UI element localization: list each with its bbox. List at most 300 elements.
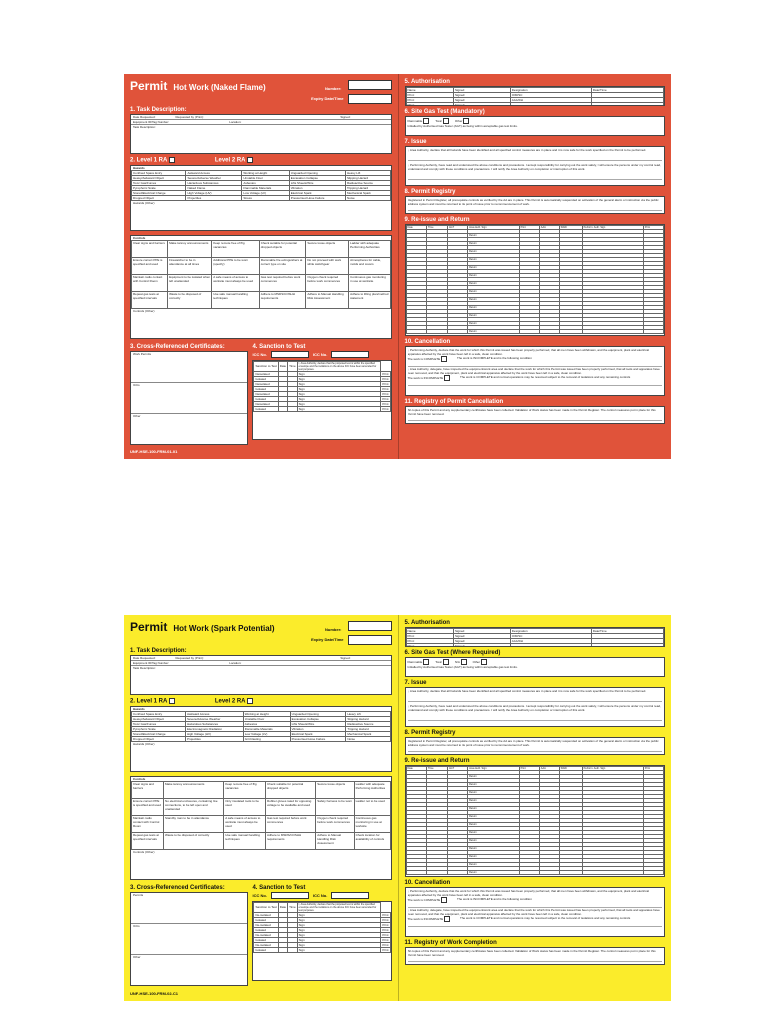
section-sanction-to-test: 4. Sanction to Test	[252, 884, 306, 891]
reissue-return-cell[interactable]: Return	[468, 298, 520, 302]
sanction-sign-cell[interactable]: Sign	[297, 386, 381, 391]
hazard-item[interactable]: Electrical Spark	[289, 190, 345, 195]
hazard-item[interactable]: Toxic Gas/Fumes	[132, 721, 186, 726]
control-item[interactable]: Clear signs and barriers	[132, 240, 168, 257]
gas-option[interactable]: Other	[455, 119, 469, 123]
authorisation-cell[interactable]: Print:	[406, 639, 453, 644]
authorisation-cell[interactable]: Signed:	[453, 634, 510, 639]
expiry-field[interactable]	[348, 94, 392, 104]
section-cross-referenced: 3. Cross-Referenced Certificates:	[130, 884, 225, 891]
sanction-column	[252, 341, 391, 445]
authorisation-cell[interactable]: Print:	[406, 634, 453, 639]
sanction-print-cell[interactable]: Print	[382, 401, 389, 406]
authorisation-cell[interactable]: OIM/SC	[510, 634, 591, 639]
hazard-item[interactable]: Projectiles	[185, 736, 243, 741]
reissue-return-cell[interactable]: Return	[468, 799, 520, 803]
complete-checkbox[interactable]	[441, 897, 447, 903]
sanction-print-cell[interactable]: Print	[382, 942, 389, 947]
control-item[interactable]: Do not proceed with work while switchgear	[306, 257, 349, 274]
gas-option[interactable]: Flammable	[408, 660, 430, 664]
control-item[interactable]: Keep remote free of ffig vacancies	[212, 240, 259, 257]
gas-test-panel	[405, 657, 666, 677]
hazard-item[interactable]: Unguarded Opening	[289, 170, 345, 175]
registry-cancel-text: All copies of this Permit and any supplementary certificates have been collected. Validation of Work status has been made in the Permit Register. The control measures put in place for this Permit have been removed.	[407, 408, 656, 416]
hazard-item[interactable]: Excavation Collapse	[290, 716, 346, 721]
reissue-col-header: AGT	[447, 767, 467, 771]
control-item[interactable]: Make tannoy announcements	[164, 781, 224, 798]
hazard-item[interactable]: Asbestos	[243, 721, 290, 726]
number-field[interactable]	[348, 80, 392, 90]
control-item[interactable]: Continuous gas monitoring in use at worksite	[354, 815, 390, 832]
control-item[interactable]: Secure loose objects	[306, 240, 349, 257]
reissue-return-cell[interactable]: Return	[468, 250, 520, 254]
reissue-return-cell[interactable]: Return	[468, 847, 520, 851]
reissue-return-cell[interactable]: Return	[468, 314, 520, 318]
authorisation-cell[interactable]	[510, 644, 591, 648]
authorisation-cell[interactable]: Signed:	[453, 93, 510, 98]
control-row	[132, 798, 391, 815]
hazard-item[interactable]: Pressurised Hose Failure	[290, 736, 346, 741]
authorisation-cell[interactable]: Print:	[406, 98, 453, 103]
authorisation-cell[interactable]: Print:	[406, 103, 453, 107]
cancel-incomplete: The work is INCOMPLETE and is the following condition	[457, 356, 532, 360]
control-item[interactable]: Waste to be disposed of correctly	[168, 291, 212, 308]
reissue-return-cell[interactable]: Return	[468, 242, 520, 246]
reissue-return-cell[interactable]: Return	[468, 330, 520, 334]
issue-text-1: I, Area Authority, declare that all hazards have been identified and all specified control measures are in place and it is now safe for the work specified on the Permit to be performed.	[407, 148, 647, 152]
issue-sign-line-2[interactable]	[408, 716, 663, 721]
sanction-row-label: Deisolated	[254, 391, 278, 396]
sanction-print-cell[interactable]: Print	[382, 406, 389, 411]
hazard-item[interactable]: Excavation Collapse	[289, 175, 345, 180]
sanction-date-cell[interactable]	[278, 406, 287, 411]
controls-table	[131, 240, 391, 309]
reissue-cell[interactable]	[582, 871, 643, 875]
hazard-item[interactable]: Low Voltage (LV)	[243, 731, 290, 736]
hazard-item[interactable]: Heavy/Awkward Object	[132, 716, 186, 721]
number-field[interactable]	[348, 621, 392, 631]
cancel-text-2: I, Area Authority, delegate, have inspected the equipment/work area and declare that the work for which this Permit was issued has been properly performed, that all tools and apparatus have been removed, and that the equipment, plant and electrical apparatus affected by the work have been left in a safe, clean condition.	[407, 908, 660, 916]
control-row	[132, 781, 391, 798]
control-item[interactable]: Adhere to MSDS/COSHH requirements	[265, 832, 315, 849]
xref-other: Other	[133, 954, 141, 959]
reissue-cell[interactable]	[582, 330, 643, 334]
hazard-item[interactable]: Working at Height	[243, 711, 290, 716]
reissue-return-cell[interactable]: Return	[468, 775, 520, 779]
control-item[interactable]: Gas test required before work commences	[265, 815, 315, 832]
section-site-gas-test: 6. Site Gas Test (Mandatory)	[404, 109, 485, 115]
control-item[interactable]: Clear signs and barriers	[132, 781, 164, 798]
sanction-print-cell[interactable]: Print	[382, 947, 389, 952]
hazard-item[interactable]: Mechanical Spark	[346, 731, 390, 736]
hazard-item[interactable]: Dropped Object	[132, 195, 186, 200]
reissue-return-cell[interactable]: Return	[468, 839, 520, 843]
hazard-item[interactable]: High Voltage (HV)	[186, 190, 242, 195]
hazard-item[interactable]: Lifts Sheets/Wire	[290, 721, 346, 726]
sanction-sign-cell[interactable]: Sign	[297, 927, 381, 932]
hazard-item[interactable]: Stored/Electrical Charge	[132, 190, 186, 195]
authorisation-cell[interactable]: Signed:	[453, 98, 510, 103]
hazard-item[interactable]: Slipping Hazard	[345, 175, 390, 180]
sanction-header-row	[254, 361, 390, 371]
reissue-cell[interactable]	[406, 871, 427, 875]
control-item[interactable]: Adhere to Manual Handling Risk Assessment	[316, 832, 354, 849]
control-item[interactable]: Additional PPE to be worn (specify)	[212, 257, 259, 274]
reissue-return-cell[interactable]: Return	[468, 783, 520, 787]
registry-cancel-sign-line[interactable]	[408, 416, 663, 421]
hazard-item[interactable]: Noise	[345, 195, 390, 200]
hazard-item[interactable]: Vibration	[289, 185, 345, 190]
issue-panel	[405, 687, 666, 727]
hazard-item[interactable]: Tripping Hazard	[346, 726, 390, 731]
sanction-column	[252, 882, 391, 986]
reissue-return-cell[interactable]: Return	[468, 815, 520, 819]
hazard-item[interactable]: Confined Space Entry	[132, 711, 186, 716]
reissue-cell[interactable]	[447, 871, 467, 875]
sanction-row-label: De-isolated	[254, 922, 278, 927]
control-item[interactable]: Repeat gas tests at specified intervals	[132, 832, 164, 849]
authorisation-col-header: Name	[406, 88, 453, 93]
sanction-sign-cell[interactable]: Sign	[297, 912, 381, 917]
sanction-sign-cell[interactable]: Sign	[297, 942, 381, 947]
reissue-col-header: Print	[643, 767, 663, 771]
sanction-time-cell[interactable]	[288, 947, 298, 952]
incomplete-checkbox[interactable]	[444, 375, 450, 381]
control-item[interactable]: Adhere to lifting plan/method statement	[349, 291, 390, 308]
control-item[interactable]: Check suitable for potential dropped objects	[265, 781, 315, 798]
control-item[interactable]: Repeat gas tests at specified intervals	[132, 291, 168, 308]
sanction-sign-cell[interactable]: Sign	[297, 917, 381, 922]
sanction-print-cell[interactable]: Print	[382, 381, 389, 386]
incomplete-checkbox[interactable]	[444, 916, 450, 922]
sanction-col-header: Time	[288, 902, 298, 912]
gas-option[interactable]: Flammable	[408, 119, 430, 123]
hazard-item[interactable]: Pyrophoric Scale	[132, 185, 186, 190]
hazard-item[interactable]: Low Voltage (LV)	[242, 190, 289, 195]
control-item[interactable]: Ensure correct PPE is specified and used	[132, 798, 164, 815]
sanction-row-label: De-isolated	[254, 912, 278, 917]
section-risk-assessment	[130, 157, 392, 164]
sanction-sign-cell[interactable]: Sign	[297, 376, 381, 381]
authorisation-cell[interactable]: Print:	[406, 93, 453, 98]
reissue-cell[interactable]	[447, 330, 467, 334]
sanction-sign-cell[interactable]: Sign	[297, 947, 381, 952]
reissue-return-cell[interactable]: Return	[468, 274, 520, 278]
gas-option[interactable]: Toxic	[435, 660, 449, 664]
reissue-cell[interactable]	[427, 871, 448, 875]
level1-ra-checkbox[interactable]	[169, 157, 175, 163]
sanction-row-label: Isolated	[254, 937, 278, 942]
reissue-panel	[405, 224, 666, 336]
control-item[interactable]: Flammable fire extinguishers at correct type on site	[259, 257, 306, 274]
reissue-cell[interactable]	[427, 330, 448, 334]
sanction-print-cell[interactable]: Print	[382, 386, 389, 391]
control-item[interactable]: Firewatcher to be in attendance at all times	[168, 257, 212, 274]
sanction-sign-cell[interactable]: Sign	[297, 401, 381, 406]
control-item[interactable]: Adhere to MSDS/COSHH requirements	[259, 291, 306, 308]
sanction-print-cell[interactable]: Print	[382, 937, 389, 942]
control-item[interactable]: Equipment to be isolated when left unattended	[168, 274, 212, 291]
authorisation-col-header: Date/Time	[591, 629, 663, 634]
control-item[interactable]: Use safe manual handling techniques	[212, 291, 259, 308]
sanction-table	[253, 902, 390, 953]
level1-ra-checkbox[interactable]	[169, 698, 175, 704]
sections-3-4	[130, 882, 392, 986]
hazard-item[interactable]: Electromagnetic Radiation	[185, 726, 243, 731]
reissue-cell[interactable]	[643, 871, 663, 875]
hazard-item[interactable]: Hazardous Substances	[186, 180, 242, 185]
icc-field-2[interactable]	[331, 351, 369, 358]
cancel-sign-line-2[interactable]	[408, 381, 663, 386]
reissue-return-cell[interactable]: Return	[468, 266, 520, 270]
hazard-item[interactable]: Dropped Object	[132, 736, 186, 741]
sanction-print-cell[interactable]: Print	[382, 922, 389, 927]
hazard-item[interactable]: Hazardous Substances	[185, 721, 243, 726]
registry-sign-line[interactable]	[408, 206, 663, 211]
reissue-return-cell[interactable]: Return	[468, 863, 520, 867]
sanction-sign-cell[interactable]: Sign	[297, 391, 381, 396]
registry-sign-line[interactable]	[408, 747, 663, 752]
authorisation-cell[interactable]	[510, 103, 591, 107]
hazard-item[interactable]: Heavy Lift	[346, 711, 390, 716]
reissue-return-cell[interactable]: Return	[468, 831, 520, 835]
gas-option[interactable]: Toxic	[435, 119, 449, 123]
hazard-item[interactable]: Vibration	[290, 726, 346, 731]
reissue-cell[interactable]	[559, 871, 582, 875]
hazard-item[interactable]: Severe/Adverse Weather	[186, 175, 242, 180]
hazard-item[interactable]: Naked Flame	[186, 185, 242, 190]
sanction-date-cell[interactable]	[278, 947, 287, 952]
authorisation-cell[interactable]: Signed:	[453, 639, 510, 644]
hazard-item[interactable]: Stored/Electrical Charge	[132, 731, 186, 736]
authorisation-col-header: Designation	[510, 88, 591, 93]
hazard-item[interactable]: Projectiles	[186, 195, 242, 200]
reissue-return-cell[interactable]: Return	[468, 234, 520, 238]
authorisation-cell[interactable]: AAA/DH	[510, 98, 591, 103]
cancellation-panel	[405, 887, 666, 937]
control-item[interactable]: Continuous gas monitoring in use at worksite	[349, 274, 390, 291]
control-item[interactable]: Waste to be disposed of correctly	[164, 832, 224, 849]
reissue-cell[interactable]	[519, 330, 539, 334]
icc-field-2[interactable]	[331, 892, 369, 899]
hazard-item[interactable]: High Voltage (HV)	[185, 731, 243, 736]
control-item[interactable]: Ladder with adequate Performing Authorities	[349, 240, 390, 257]
control-item[interactable]: Standby man to be in attendance	[164, 815, 224, 832]
hazard-item[interactable]: Confined Space Entry	[132, 170, 186, 175]
sanction-print-cell[interactable]: Print	[382, 932, 389, 937]
hazard-item[interactable]: Lifts Sheets/Wire	[289, 180, 345, 185]
hazard-item[interactable]: Grit blasting	[243, 736, 290, 741]
xref-iccs: ICCs	[131, 383, 247, 414]
control-item[interactable]: Safety harness to be worn	[316, 798, 354, 815]
sanction-sign-cell[interactable]: Sign	[297, 381, 381, 386]
reissue-cell[interactable]	[519, 871, 539, 875]
issue-sign-line-2[interactable]	[408, 175, 663, 180]
icc-field-1[interactable]	[271, 892, 309, 899]
authorisation-cell[interactable]: OIM/SC	[510, 93, 591, 98]
reissue-return-cell[interactable]: Return	[468, 823, 520, 827]
control-row	[132, 832, 391, 849]
hazard-item[interactable]: Asbestos	[242, 180, 289, 185]
sanction-print-cell[interactable]: Print	[382, 391, 389, 396]
sanction-print-cell[interactable]: Print	[382, 371, 389, 376]
control-item[interactable]: Atmospheres for cable, molds and covers	[349, 257, 390, 274]
control-row	[132, 274, 391, 291]
reissue-col-header: Perform. Auth. Sign	[582, 767, 643, 771]
level2-ra-checkbox[interactable]	[247, 698, 253, 704]
expiry-label: Expiry Date/Time	[311, 96, 344, 101]
hazard-item[interactable]: Unstable Floor	[242, 175, 289, 180]
icc-field-1[interactable]	[271, 351, 309, 358]
hazard-item[interactable]: Mechanical Spark	[345, 190, 390, 195]
control-item[interactable]: No electrical enclosures, containing live connections, to be left open and unattended	[164, 798, 224, 815]
hazard-item[interactable]: Unguarded Opening	[290, 711, 346, 716]
reissue-return-cell[interactable]: Return	[468, 322, 520, 326]
sanction-sign-cell[interactable]: Sign	[297, 371, 381, 376]
sanction-print-cell[interactable]: Print	[382, 912, 389, 917]
control-item[interactable]: Use safe manual handling techniques	[224, 832, 266, 849]
complete-checkbox[interactable]	[441, 356, 447, 362]
hazard-item[interactable]: Electrical Spark	[290, 731, 346, 736]
hazard-item[interactable]: Working at Height	[242, 170, 289, 175]
sanction-print-cell[interactable]: Print	[382, 376, 389, 381]
reissue-panel	[405, 765, 666, 877]
sanction-row	[254, 947, 390, 952]
expiry-field[interactable]	[348, 635, 392, 645]
number-label: Number:	[325, 86, 342, 91]
sanction-sign-cell[interactable]: Sign	[297, 932, 381, 937]
reissue-cell[interactable]	[539, 871, 559, 875]
hazard-item[interactable]: Unstable Floor	[243, 716, 290, 721]
authorisation-cell[interactable]: Print:	[406, 644, 453, 648]
hazard-item[interactable]: Toxic Gas/Fumes	[132, 180, 186, 185]
cancel-text-1: I, Performing Authority, declare that the work for which this Permit was issued has been properly performed, that all men have been withdrawn, and the equipment, plant and electrical apparatus affected by the work have been left in a safe, clean condition.	[407, 889, 649, 897]
form-left-half	[124, 615, 398, 1001]
task-panel	[130, 655, 392, 695]
control-item[interactable]: Keep remote free of ffig vacancies	[224, 781, 266, 798]
hazards-table	[131, 711, 391, 742]
issue-sign-line-1[interactable]	[408, 156, 663, 161]
hazard-item[interactable]: Heavy/Awkward Object	[132, 175, 186, 180]
date-requested-label: Date Requested:	[133, 115, 156, 119]
reissue-cell[interactable]	[643, 330, 663, 334]
registry-completion-sign-line[interactable]	[408, 957, 663, 962]
control-item[interactable]: Oxygen check required before work commences	[306, 274, 349, 291]
gas-test-text: Initialled by Authorised Gas Tester (AGT) as being within acceptable gas test limits.	[407, 665, 518, 669]
sanction-print-cell[interactable]: Print	[382, 917, 389, 922]
authorisation-datetime-cell[interactable]	[591, 644, 663, 648]
hazard-item[interactable]: Heavy Lift	[345, 170, 390, 175]
control-item[interactable]: Maintain radio contact with Control Room	[132, 815, 164, 832]
hazard-item[interactable]: Severe/Adverse Weather	[185, 716, 243, 721]
authorisation-datetime-cell[interactable]	[591, 103, 663, 107]
reissue-col-header: Time	[427, 226, 448, 230]
hazard-item[interactable]: Flammable Materials	[242, 185, 289, 190]
cancel-complete: The work is COMPLETE	[408, 356, 448, 362]
sanction-sign-cell[interactable]: Sign	[297, 396, 381, 401]
control-item[interactable]: Secure loose objects	[316, 781, 354, 798]
hazard-item[interactable]: Tripping Hazard	[345, 185, 390, 190]
sanction-print-cell[interactable]: Print	[382, 927, 389, 932]
control-item[interactable]: Rubber gloves rated for opposing voltage to be available and used	[265, 798, 315, 815]
hazard-item[interactable]: Stress	[242, 195, 289, 200]
authorisation-cell[interactable]: AAA/DH	[510, 639, 591, 644]
issue-sign-line-1[interactable]	[408, 697, 663, 702]
sanction-sign-cell[interactable]: Sign	[297, 937, 381, 942]
reissue-return-cell[interactable]: Return	[468, 306, 520, 310]
cancel-sign-line-2[interactable]	[408, 922, 663, 927]
hazard-item[interactable]: Pyrophoric Scale	[132, 726, 186, 731]
hazard-item[interactable]: Radioactive Source	[346, 721, 390, 726]
control-item[interactable]: Gas test required before work commences	[259, 274, 306, 291]
sanction-row-label: Isolated	[254, 376, 278, 381]
hazard-item[interactable]: Awkward Access	[185, 711, 243, 716]
section-risk-assessment	[130, 698, 392, 705]
hazard-item[interactable]: Pressurised Hose Failure	[289, 195, 345, 200]
control-item[interactable]: Maintain radio contact with Control Room	[132, 274, 168, 291]
control-item[interactable]: Ensure correct PPE is specified and used	[132, 257, 168, 274]
control-item[interactable]: Check suitable for potential dropped objects	[259, 240, 306, 257]
sanction-time-cell[interactable]	[288, 406, 298, 411]
sanction-row-label: Isolated	[254, 947, 278, 952]
gas-option[interactable]: Other	[473, 660, 487, 664]
sanction-print-cell[interactable]: Print	[382, 396, 389, 401]
hazard-item[interactable]: Awkward Access	[186, 170, 242, 175]
control-item[interactable]: Ladder with adequate Performing Authorities	[354, 781, 390, 798]
control-row	[132, 291, 391, 308]
authorisation-cell[interactable]: Signed:	[453, 103, 510, 107]
reissue-cell[interactable]	[406, 330, 427, 334]
reissue-col-header: Print	[519, 767, 539, 771]
control-item[interactable]: Make tannoy announcements	[168, 240, 212, 257]
section-cancellation: 10. Cancellation	[404, 880, 451, 886]
reissue-cell[interactable]	[539, 330, 559, 334]
section-permit-registry: 8. Permit Registry	[404, 730, 456, 736]
sanction-sign-cell[interactable]: Sign	[297, 922, 381, 927]
control-item[interactable]: Check location for availability of controls	[354, 832, 390, 849]
authorisation-col-header: Signed	[453, 629, 510, 634]
reissue-return-cell[interactable]: Return	[468, 791, 520, 795]
hazard-item[interactable]: Noise	[346, 736, 390, 741]
sanction-row-label: Isolated	[254, 917, 278, 922]
reissue-cell[interactable]	[559, 330, 582, 334]
control-item[interactable]: A safe means of access to worksite must always be used	[212, 274, 259, 291]
hazards-panel	[130, 165, 392, 231]
control-item[interactable]: Adhere to Manual Handling Risk Assessment	[306, 291, 349, 308]
sanction-panel	[252, 901, 391, 981]
authorisation-cell[interactable]: Signed:	[453, 644, 510, 648]
level2-ra-checkbox[interactable]	[247, 157, 253, 163]
reissue-return-cell[interactable]: Return	[468, 855, 520, 859]
reissue-return-cell[interactable]: Return	[468, 290, 520, 294]
control-item[interactable]: Only insulated tools to be used	[224, 798, 266, 815]
reissue-return-cell[interactable]: Return	[468, 258, 520, 262]
control-item[interactable]: A safe means of access to worksite must always be used	[224, 815, 266, 832]
level2-ra-label: Level 2 RA	[215, 698, 253, 705]
sanction-note: I, Area Authority, declare that the proposed test is within the specified envelope and the isolations on the above ICC have been amended for test purposes.	[297, 902, 381, 912]
hazard-item[interactable]: Radioactive Source	[345, 180, 390, 185]
reissue-return-cell[interactable]: Return	[468, 807, 520, 811]
sanction-sign-cell[interactable]: Sign	[297, 406, 381, 411]
section-site-gas-test: 6. Site Gas Test (Where Required)	[404, 650, 501, 656]
gas-option[interactable]: N/A	[455, 660, 467, 664]
control-item[interactable]: Ladder not to be used	[354, 798, 390, 815]
reissue-return-cell[interactable]: Return	[468, 871, 520, 875]
reissue-return-cell[interactable]: Return	[468, 282, 520, 286]
hazard-item[interactable]: Flammable Materials	[243, 726, 290, 731]
control-item[interactable]: Oxygen check required before work commences	[316, 815, 354, 832]
hazard-item[interactable]: Slipping Hazard	[346, 716, 390, 721]
